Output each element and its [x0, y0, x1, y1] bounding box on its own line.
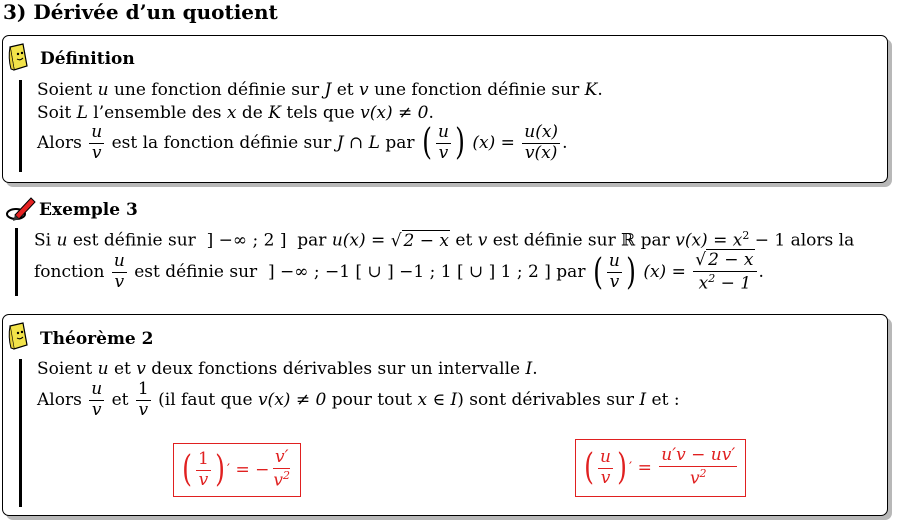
fraction-ux-over-vx: $\frac{u(x)}{v(x)}$	[524, 122, 559, 163]
example-title: Exemple 3	[39, 200, 138, 220]
fraction-u-over-v: $\frac{u}{v}$	[91, 122, 103, 163]
theorem-bar	[19, 359, 22, 507]
book-icon	[7, 42, 29, 72]
definition-line-2: Soit L l’ensemble des x de K tels que v(x) ≠ 0.	[37, 103, 434, 123]
definition-title: Définition	[40, 49, 135, 69]
example-line-2: fonction $\frac{u}{v}$ est définie sur ] −∞ ; −1 [ ∪ ] −1 ; 1 [ ∪ ] 1 ; 2 ] par ( $\frac{u}{v}$ ) (x) = $\frac{√ 2 - x}{x^2 - 1}$ .	[34, 250, 764, 294]
definition-box	[2, 35, 888, 183]
section-title-text: Dérivée d’un quotient	[33, 0, 278, 24]
example-line-1: Si u est définie sur ] −∞ ; 2 ] par u(x) = √ 2 − x et v est définie sur ℝ par $v(x) = x^2 - 1$ alors la	[34, 229, 855, 251]
section-number: 3)	[3, 0, 27, 24]
theorem-line-2: Alors $\frac{u}{v}$ et $\frac{1}{v}$ (il faut que v(x) ≠ 0 pour tout x ∈ I) sont dérivables sur I et :	[37, 379, 680, 420]
section-title	[3, 0, 278, 24]
definition-line-1: Soient u une fonction définie sur J et v une fonction définie sur K.	[37, 80, 603, 100]
formula-derivative-inverse: ( $\frac{1}{v}$ ) ′ = − $\frac{v'}{v^2}$	[173, 443, 301, 497]
example-bar	[15, 228, 18, 296]
formula-derivative-quotient: ( $\frac{u}{v}$ ) ′ = $\frac{u'v - uv'}{v^2}$	[575, 439, 746, 497]
definition-bar	[19, 80, 22, 172]
book-icon	[7, 321, 29, 351]
pencil-icon	[5, 195, 37, 223]
theorem-line-1: Soient u et v deux fonctions dérivables sur un intervalle I.	[37, 359, 538, 379]
definition-line-3: Alors $\frac{u}{v}$ est la fonction définie sur J ∩ L par ( $\frac{u}{v}$ ) (x) = $\frac{u(x)}{v(x)}$ .	[37, 122, 568, 164]
theorem-title: Théorème 2	[40, 329, 154, 349]
theorem-box	[2, 314, 888, 516]
